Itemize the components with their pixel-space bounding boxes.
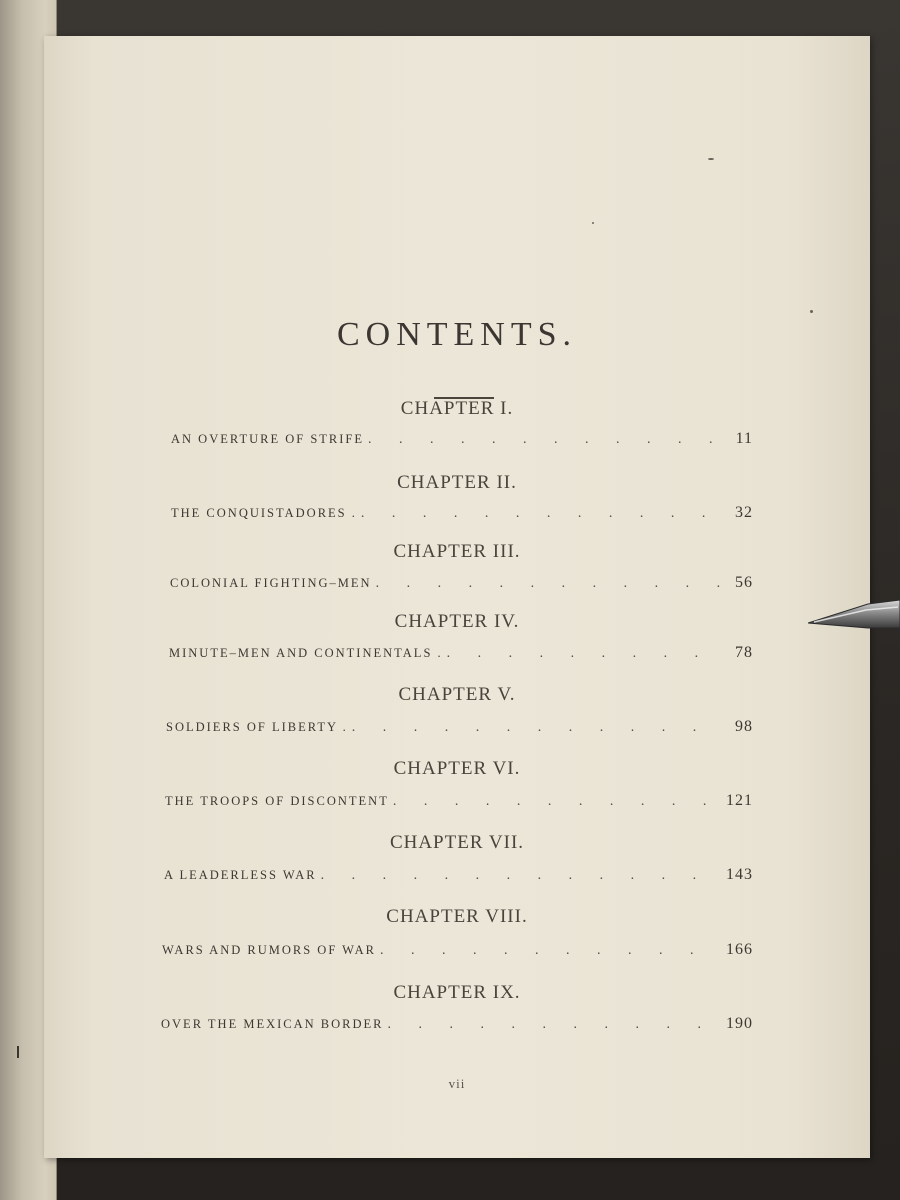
dot-leader bbox=[376, 576, 721, 592]
toc-entry[interactable] bbox=[171, 504, 753, 522]
entry-title: SOLDIERS OF LIBERTY . bbox=[166, 720, 348, 734]
entry-page-number: 56 bbox=[735, 574, 753, 591]
chapter-heading: CHAPTER V. bbox=[398, 684, 516, 705]
chapter-heading: CHAPTER VI. bbox=[393, 758, 521, 779]
toc-entry[interactable] bbox=[170, 574, 753, 592]
entry-page-number: 78 bbox=[735, 644, 753, 661]
chapter-heading: CHAPTER IX. bbox=[393, 982, 521, 1003]
entry-title: WARS AND RUMORS OF WAR bbox=[162, 943, 376, 957]
entry-title: COLONIAL FIGHTING–MEN bbox=[170, 576, 372, 590]
entry-page-number: 98 bbox=[735, 718, 753, 735]
entry-page-number: 121 bbox=[726, 792, 753, 809]
book-page bbox=[44, 36, 870, 1158]
dot-leader bbox=[388, 1017, 720, 1033]
entry-title: THE TROOPS OF DISCONTENT bbox=[165, 794, 389, 808]
page-speck bbox=[592, 222, 594, 224]
pen-icon bbox=[808, 596, 900, 632]
entry-title: AN OVERTURE OF STRIFE bbox=[171, 432, 364, 446]
entry-title: OVER THE MEXICAN BORDER bbox=[161, 1017, 384, 1031]
dot-leader bbox=[447, 646, 721, 662]
chapter-heading: CHAPTER I. bbox=[400, 398, 514, 419]
toc-entry[interactable] bbox=[166, 718, 753, 736]
toc-entry[interactable] bbox=[164, 866, 753, 884]
chapter-heading: CHAPTER IV. bbox=[394, 611, 520, 632]
page-folio: vii bbox=[448, 1076, 466, 1091]
toc-entry[interactable] bbox=[171, 430, 753, 448]
toc-entry[interactable] bbox=[161, 1015, 753, 1033]
page-mark bbox=[17, 1046, 19, 1058]
entry-page-number: 166 bbox=[726, 941, 753, 958]
entry-page-number: 190 bbox=[726, 1015, 753, 1032]
entry-title: THE CONQUISTADORES . bbox=[171, 506, 357, 520]
page-speck bbox=[708, 158, 714, 160]
chapter-heading: CHAPTER VIII. bbox=[386, 906, 528, 927]
page-speck bbox=[810, 310, 813, 313]
toc-entry[interactable] bbox=[162, 941, 753, 959]
dot-leader bbox=[393, 794, 720, 810]
dot-leader bbox=[361, 506, 721, 522]
chapter-heading: CHAPTER II. bbox=[397, 472, 517, 493]
dot-leader bbox=[368, 432, 721, 448]
entry-title: MINUTE–MEN AND CONTINENTALS . bbox=[169, 646, 443, 660]
toc-entry[interactable] bbox=[165, 792, 753, 810]
entry-title: A LEADERLESS WAR bbox=[164, 868, 317, 882]
entry-page-number: 143 bbox=[726, 866, 753, 883]
toc-entry[interactable] bbox=[169, 644, 753, 662]
contents-heading: CONTENTS. bbox=[336, 316, 578, 353]
dot-leader bbox=[321, 868, 720, 884]
chapter-heading: CHAPTER VII. bbox=[389, 832, 525, 853]
dot-leader bbox=[352, 720, 721, 736]
chapter-heading: CHAPTER III. bbox=[393, 541, 521, 562]
dot-leader bbox=[380, 943, 720, 959]
entry-page-number: 32 bbox=[735, 504, 753, 521]
entry-page-number: 11 bbox=[735, 430, 753, 447]
